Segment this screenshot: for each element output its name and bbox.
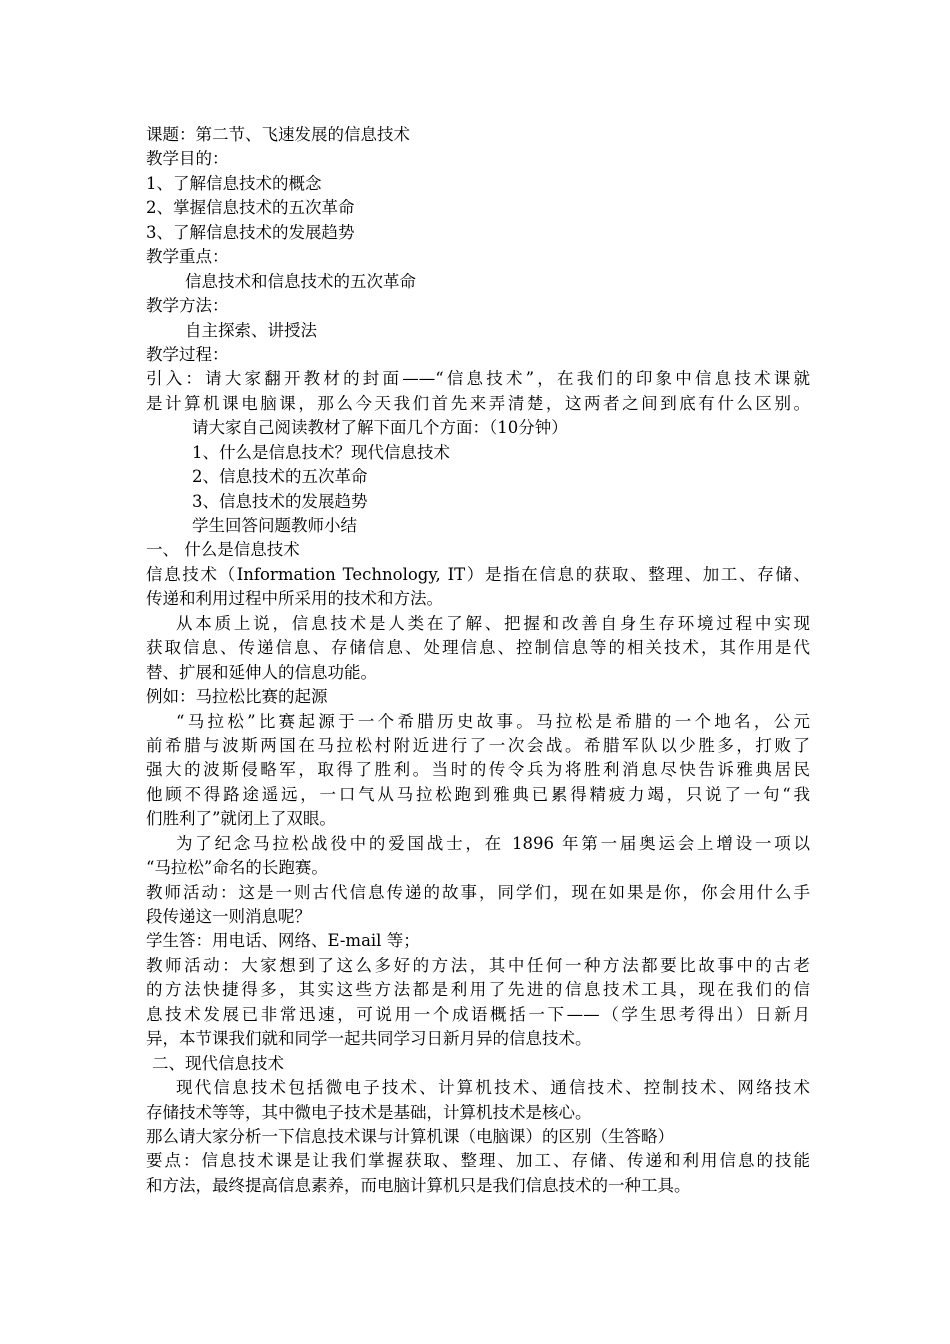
text-line: 从本质上说，信息技术是人类在了解、把握和改善自身生存环境过程中实现 [176, 613, 810, 633]
text-line: “马拉松”命名的长跑赛。 [146, 858, 328, 878]
text-line: 他顾不得路途遥远，一口气从马拉松跑到雅典已累得精疲力竭，只说了一句“我 [146, 784, 810, 804]
text-line: 信息技术（Information Technology, IT）是指在信息的获取、整理、加工、存储、 [146, 564, 810, 584]
text-line: 二、现代信息技术 [152, 1053, 284, 1073]
text-line: 的方法快捷得多，其实这些方法都是利用了先进的信息技术工具，现在我们的信 [146, 980, 810, 1000]
text-line: 课题：第二节、飞速发展的信息技术 [146, 125, 410, 144]
text-line: 们胜利了”就闭上了双眼。 [146, 809, 336, 829]
text-line: 异，本节课我们就和同学一起共同学习日新月异的信息技术。 [146, 1029, 592, 1049]
text-line: 引入：请大家翻开教材的封面——“信息技术”，在我们的印象中信息技术课就 [146, 369, 810, 389]
text-line: 强大的波斯侵略军，取得了胜利。当时的传令兵为将胜利消息尽快告诉雅典居民 [146, 760, 810, 780]
text-line: 要点：信息技术课是让我们掌握获取、整理、加工、存储、传递和利用信息的技能 [146, 1151, 810, 1171]
text-line: 教师活动：这是一则古代信息传递的故事，同学们，现在如果是你，你会用什么手 [146, 882, 810, 902]
text-line: 学生答：用电话、网络、E-mail 等； [146, 931, 420, 951]
text-line: 为了纪念马拉松战役中的爱国战士，在 1896 年第一届奥运会上增设一项以 [176, 833, 810, 853]
text-line: 1、了解信息技术的概念 [146, 173, 322, 193]
text-line: 信息技术和信息技术的五次革命 [185, 271, 416, 291]
document-body [146, 123, 810, 1198]
text-line: 替、扩展和延伸人的信息功能。 [146, 662, 377, 682]
text-line: 例如：马拉松比赛的起源 [146, 687, 328, 707]
text-line: 获取信息、传递信息、存储信息、处理信息、控制信息等的相关技术，其作用是代 [146, 638, 810, 658]
text-line: 段传递这一则消息呢？ [146, 907, 311, 926]
text-line: 教学方法： [146, 296, 229, 316]
text-line: 3、了解信息技术的发展趋势 [146, 222, 355, 242]
text-line: “马拉松”比赛起源于一个希腊历史故事。马拉松是希腊的一个地名，公元 [176, 711, 810, 731]
text-line: 2、掌握信息技术的五次革命 [146, 198, 355, 218]
text-line: 学生回答问题教师小结 [192, 516, 357, 535]
text-line: 传递和利用过程中所采用的技术和方法。 [146, 589, 443, 609]
text-line: 请大家自己阅读教材了解下面几个方面：（10分钟） [192, 418, 568, 438]
text-line: 自主探索、讲授法 [185, 320, 317, 340]
text-line: 2、信息技术的五次革命 [192, 467, 368, 487]
text-line: 3、信息技术的发展趋势 [192, 491, 368, 511]
text-line: 现代信息技术包括微电子技术、计算机技术、通信技术、控制技术、网络技术 [176, 1078, 810, 1098]
text-line: 存储技术等等，其中微电子技术是基础，计算机技术是核心。 [146, 1102, 592, 1122]
text-line: 是计算机课电脑课，那么今天我们首先来弄清楚，这两者之间到底有什么区别。 [146, 393, 810, 413]
text-line: 教学过程： [146, 344, 229, 364]
text-line: 息技术发展已非常迅速，可说用一个成语概括一下——（学生思考得出）日新月 [146, 1004, 810, 1024]
text-line: 和方法，最终提高信息素养，而电脑计算机只是我们信息技术的一种工具。 [146, 1175, 691, 1195]
text-line: 前希腊与波斯两国在马拉松村附近进行了一次会战。希腊军队以少胜多，打败了 [146, 735, 810, 755]
text-line: 教学目的： [146, 149, 229, 169]
text-line: 那么请大家分析一下信息技术课与计算机课（电脑课）的区别（生答略） [146, 1126, 674, 1146]
text-line: 1、什么是信息技术？现代信息技术 [192, 442, 450, 462]
text-line: 一、 什么是信息技术 [146, 540, 300, 560]
text-line: 教学重点： [146, 247, 229, 267]
text-line: 教师活动：大家想到了这么多好的方法，其中任何一种方法都要比故事中的古老 [146, 955, 810, 975]
